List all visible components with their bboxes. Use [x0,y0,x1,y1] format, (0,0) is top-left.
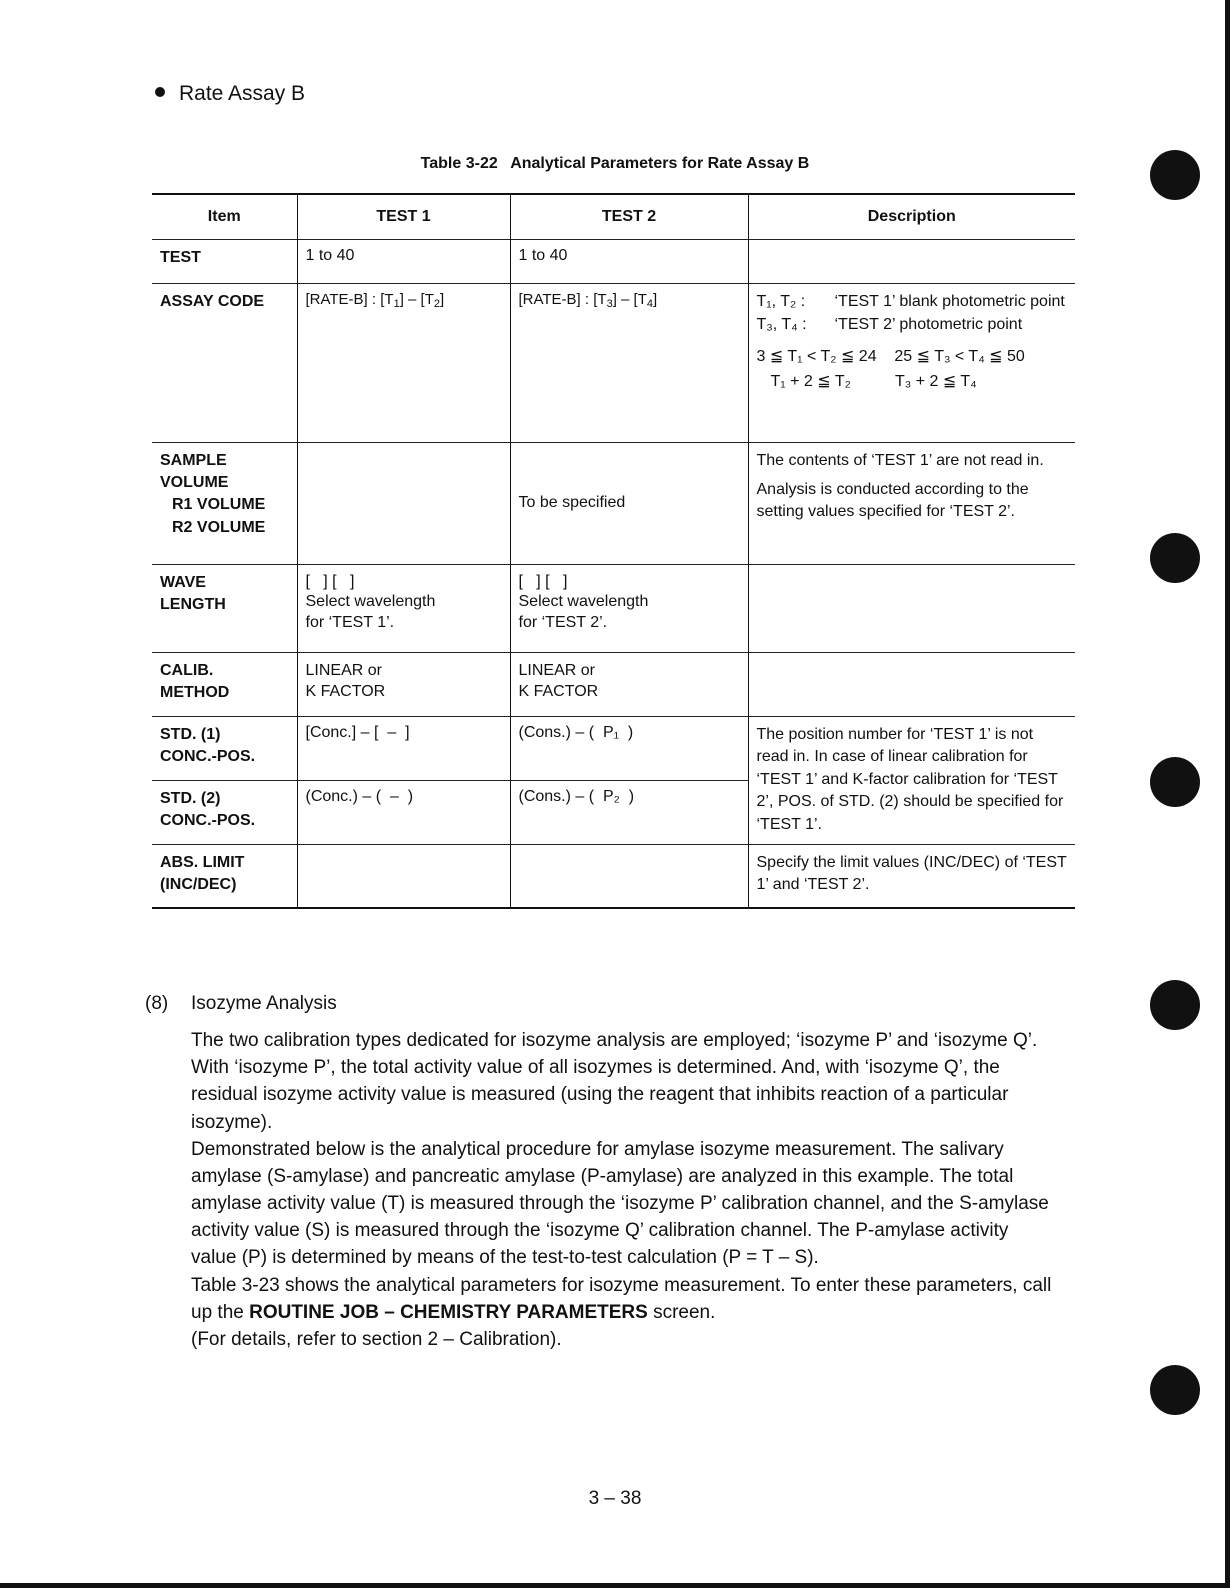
row-label: TEST [160,248,201,266]
label-line: VOLUME [160,473,229,491]
cell-line: LINEAR or [518,661,595,679]
subscript: 2 [433,297,440,310]
section-body [191,1027,1055,1353]
cell-description [748,564,1075,652]
assay-text: [RATE-B] : [T [305,290,394,308]
paragraph: The two calibration types dedicated for isozyme analysis are employed; ‘isozyme P’ and ‘isozyme Q’. With ‘isozyme P’, the total activity value of all isozymes is determined. And, with ‘isozyme Q’, the residual isozyme activity value is measured (using the reagent that inhibits reaction of a particular isozyme). [191,1030,1038,1133]
page-border-bottom [0,1583,1230,1588]
table-row [152,442,1075,564]
paragraph-text: screen. [653,1301,716,1323]
header-test1: TEST 1 [297,194,510,239]
cell-test2: 1 to 40 [510,239,748,283]
header-test2: TEST 2 [510,194,748,239]
assay-text: ] – [T [399,290,434,308]
section-number: (8) [145,993,169,1014]
cell-line: LINEAR or [305,661,382,679]
cell-test2 [510,564,748,652]
header-description: Description [748,194,1075,239]
row-label: ASSAY CODE [160,292,265,310]
cell-line: K FACTOR [305,683,386,701]
paragraph [191,1272,1055,1326]
cell-description [748,283,1075,442]
row-label [152,564,297,652]
page-border-right [1225,0,1230,1588]
cell-line: for ‘TEST 2’. [518,614,608,632]
binder-hole [1150,533,1200,583]
table-row [152,844,1075,908]
label-line: SAMPLE [160,451,227,469]
binder-hole [1150,757,1200,807]
cell-description [748,239,1075,283]
cell-test2 [510,283,748,442]
section-heading [155,82,305,106]
inequality-line: 3 ≦ T₁ < T₂ ≦ 24 25 ≦ T₃ < T₄ ≦ 50 [756,347,1025,365]
cell-test2 [510,442,748,564]
table-row [152,239,1075,283]
label-line: (INC/DEC) [160,875,237,893]
paragraph: (For details, refer to section 2 – Calibration). [191,1328,562,1350]
section-title: Isozyme Analysis [191,993,337,1014]
cell-line: Select wavelength [518,593,649,611]
cell-test1 [297,442,510,564]
label-line: STD. (2) [160,789,221,807]
label-line: CALIB. [160,661,214,679]
def-text: ‘TEST 2’ photometric point [834,316,1023,334]
isozyme-section [145,990,1055,1353]
bullet-icon [155,87,165,97]
cell-test2: (Cons.) – ( P₂ ) [510,780,748,844]
cell-description [748,716,1075,844]
label-line: METHOD [160,683,230,701]
cell-test1: (Conc.) – ( – ) [297,780,510,844]
table-header-row [152,194,1075,239]
cell-line: for ‘TEST 1’. [305,614,395,632]
paragraph: Demonstrated below is the analytical procedure for amylase isozyme measurement. The salivary amylase (S-amylase) and pancreatic amylase (P-amylase) are analyzed in this example. The total amylase activity value (T) is measured through the ‘isozyme P’ calibration channel, and the S-amylase activity value (S) is measured through the ‘isozyme Q’ calibration channel. The P-amylase activity value (P) is determined by means of the test-to-test calculation (P = T – S). [191,1138,1049,1269]
row-label [152,844,297,908]
definition-list [757,291,1068,336]
cell-test1 [297,564,510,652]
desc-paragraph: Analysis is conducted according to the setting values specified for ‘TEST 2’. [756,481,1029,520]
page-number: 3 – 38 [588,1488,642,1509]
row-label [152,780,297,844]
section-title-line [145,990,1055,1017]
cell-test1: [Conc.] – [ – ] [297,716,510,780]
cell-text: To be specified [518,494,626,511]
cell-line: [ ] [ ] [305,572,355,590]
cell-test1 [297,652,510,716]
cell-test2 [510,844,748,908]
row-label [152,442,297,564]
table-row [152,283,1075,442]
header-item: Item [207,207,241,225]
binder-hole [1150,1365,1200,1415]
assay-text: ] – [T [612,290,647,308]
subscript: 3 [606,297,613,310]
cell-test1 [297,844,510,908]
heading-text: Rate Assay B [179,82,306,105]
cell-test1: 1 to 40 [297,239,510,283]
def-text: ‘TEST 1’ blank photometric point [834,292,1065,310]
cell-line: Select wavelength [305,593,436,611]
label-line: LENGTH [160,595,226,613]
def-label: T₁, T₂ : [756,292,806,310]
cell-description [748,442,1075,564]
table-caption [155,155,1075,173]
label-line: WAVE [160,573,206,591]
paragraph-text: Table 3-23 shows the analytical parameters for isozyme measurement. To enter these parameters, call up the [191,1274,1052,1323]
cell-description [748,844,1075,908]
inequality-line: T₁ + 2 ≦ T₂ T₃ + 2 ≦ T₄ [770,373,977,391]
desc-paragraph: The contents of ‘TEST 1’ are not read in. [756,451,1044,469]
label-line: CONC.-POS. [160,811,256,829]
assay-text: ] [440,290,445,308]
def-label: T₃, T₄ : [756,316,807,334]
label-line: R1 VOLUME [172,496,266,514]
cell-test1 [297,283,510,442]
row-label [152,716,297,780]
label-line: ABS. LIMIT [160,853,245,871]
desc-paragraph: The position number for ‘TEST 1’ is not read in. In case of linear calibration for ‘TEST 1’ and K-factor calibration for ‘TEST 2’, POS. of STD. (2) should be specified for ‘TEST 1’. [756,726,1064,833]
cell-line: [ ] [ ] [518,572,568,590]
label-line: STD. (1) [160,725,221,743]
table-row [152,716,1075,780]
assay-text: ] [653,290,658,308]
cell-line: K FACTOR [518,683,599,701]
subscript: 4 [646,297,653,310]
binder-hole [1150,980,1200,1030]
caption-title: Analytical Parameters for Rate Assay B [510,155,810,172]
desc-paragraph: Specify the limit values (INC/DEC) of ‘TEST 1’ and ‘TEST 2’. [756,853,1067,893]
caption-number: Table 3-22 [420,155,498,172]
table-row [152,652,1075,716]
table-row [152,564,1075,652]
cell-description [748,652,1075,716]
parameters-table [152,193,1075,909]
inequalities [757,344,1068,395]
row-label [152,652,297,716]
assay-text: [RATE-B] : [T [518,290,607,308]
screen-name: ROUTINE JOB – CHEMISTRY PARAMETERS [249,1301,648,1323]
subscript: 1 [393,297,400,310]
label-line: R2 VOLUME [172,518,266,536]
cell-test2 [510,652,748,716]
label-line: CONC.-POS. [160,747,256,765]
binder-hole [1150,150,1200,200]
cell-test2: (Cons.) – ( P₁ ) [510,716,748,780]
